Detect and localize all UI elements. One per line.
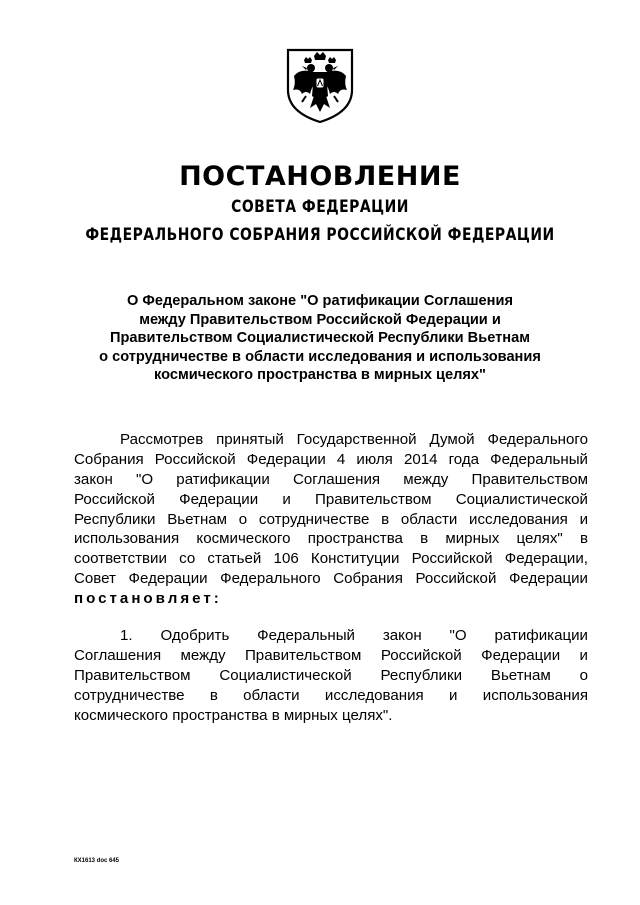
- law-title-line: о сотрудничестве в области исследования и использования: [99, 348, 541, 365]
- paragraph-line: 1. Одобрить Федеральный закон "О ратификации: [120, 627, 588, 644]
- law-title-line: космического пространства в мирных целях": [154, 367, 486, 383]
- paragraph-line: космического пространства в мирных целях".: [74, 706, 393, 724]
- paragraph-line: Республики Вьетнам о сотрудничестве в области исследования и: [74, 510, 588, 528]
- issuer-line-2: ФЕДЕРАЛЬНОГО СОБРАНИЯ РОССИЙСКОЙ ФЕДЕРАЦИИ: [85, 225, 555, 245]
- paragraph-line: Правительством Социалистической Республики Вьетнам о: [74, 666, 588, 684]
- document-title: ПОСТАНОВЛЕНИЕ: [179, 161, 461, 192]
- law-title-line: между Правительством Российской Федерации и: [139, 311, 501, 328]
- paragraph-line: сотрудничестве в области исследования и использования: [74, 686, 588, 704]
- paragraph-line: соответствии со статьей 106 Конституции Российской Федерации,: [74, 550, 588, 568]
- item-1-paragraph: [74, 626, 588, 725]
- coat-of-arms-icon: [284, 40, 356, 124]
- paragraph-line: Совет Федерации Федерального Собрания Российской Федерации: [74, 570, 588, 588]
- paragraph-line: Российской Федерации и Правительством Социалистической: [74, 490, 588, 508]
- law-title: [70, 292, 570, 385]
- paragraph-line: Собрания Российской Федерации 4 июля 2014 года Федеральный: [74, 450, 588, 468]
- paragraph-line: закон "О ратификации Соглашения между Правительством: [74, 470, 588, 488]
- issuer-line-1: СОВЕТА ФЕДЕРАЦИИ: [231, 197, 409, 217]
- paragraph-line: использования космического пространства в мирных целях" в: [74, 530, 588, 548]
- document-code: КХ1613 doc 645: [74, 858, 120, 864]
- law-title-line: Правительством Социалистической Республики Вьетнам: [109, 330, 530, 346]
- preamble-paragraph: [74, 430, 588, 609]
- paragraph-line: Рассмотрев принятый Государственной Думой Федерального: [120, 431, 588, 448]
- resolves-word: постановляет:: [74, 590, 222, 608]
- law-title-line: О Федеральном законе "О ратификации Соглашения: [127, 293, 513, 309]
- paragraph-line: Соглашения между Правительством Российской Федерации и: [74, 646, 588, 664]
